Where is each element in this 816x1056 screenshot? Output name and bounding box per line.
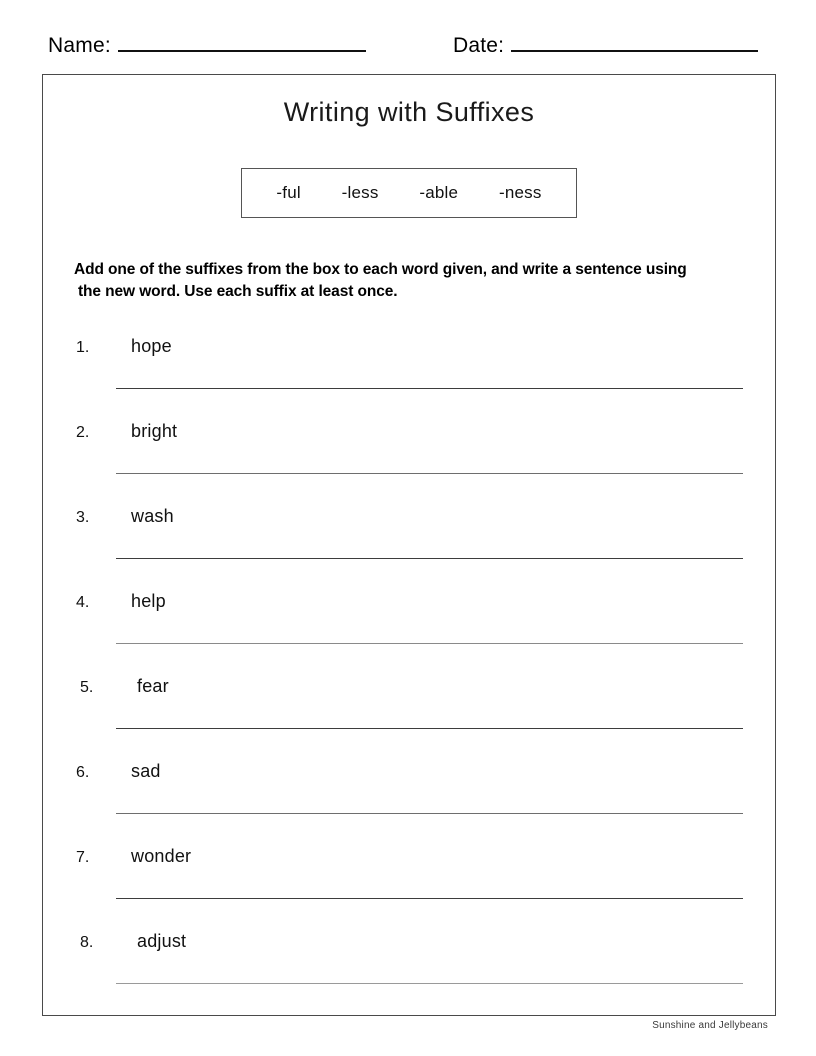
problem-item bbox=[43, 490, 775, 575]
name-label: Name: bbox=[48, 34, 111, 57]
answer-write-in-line[interactable] bbox=[116, 813, 743, 814]
problem-item bbox=[43, 660, 775, 745]
problem-number: 6. bbox=[76, 764, 90, 781]
problem-word: wonder bbox=[131, 846, 192, 866]
problem-number: 7. bbox=[76, 849, 90, 866]
problem-item bbox=[43, 915, 775, 1000]
page-title: Writing with Suffixes bbox=[283, 97, 535, 127]
problem-number: 5. bbox=[80, 679, 94, 696]
problem-list bbox=[43, 320, 775, 1000]
student-info-header bbox=[48, 34, 768, 66]
date-label: Date: bbox=[453, 34, 505, 57]
answer-write-in-line[interactable] bbox=[116, 898, 743, 899]
problem-word: fear bbox=[137, 676, 169, 696]
problem-number: 2. bbox=[76, 424, 90, 441]
problem-item bbox=[43, 405, 775, 490]
problem-word: wash bbox=[131, 506, 174, 526]
problem-item bbox=[43, 745, 775, 830]
answer-write-in-line[interactable] bbox=[116, 388, 743, 389]
problem-word: sad bbox=[131, 761, 161, 781]
answer-write-in-line[interactable] bbox=[116, 728, 743, 729]
problem-word: help bbox=[131, 591, 166, 611]
problem-item bbox=[43, 830, 775, 915]
problem-number: 3. bbox=[76, 509, 90, 526]
answer-write-in-line[interactable] bbox=[116, 643, 743, 644]
problem-word: bright bbox=[131, 421, 178, 441]
problem-word: hope bbox=[131, 336, 172, 356]
answer-write-in-line[interactable] bbox=[116, 983, 743, 984]
worksheet-frame bbox=[42, 74, 776, 1016]
answer-write-in-line[interactable] bbox=[116, 473, 743, 474]
problem-word: adjust bbox=[137, 931, 187, 951]
suffix-word-bank bbox=[241, 168, 577, 218]
instructions-line-1: Add one of the suffixes from the box to each word given, and write a sentence using bbox=[74, 261, 687, 278]
footer-credit: Sunshine and Jellybeans bbox=[652, 1020, 768, 1031]
suffix-option-ful: -ful bbox=[276, 183, 301, 202]
problem-item bbox=[43, 575, 775, 660]
instructions bbox=[74, 259, 746, 303]
suffix-option-able: -able bbox=[419, 183, 459, 202]
date-write-in-line[interactable] bbox=[511, 34, 758, 52]
problem-number: 4. bbox=[76, 594, 90, 611]
instructions-line-2: the new word. Use each suffix at least once. bbox=[78, 283, 398, 300]
problem-item bbox=[43, 320, 775, 405]
name-write-in-line[interactable] bbox=[118, 34, 366, 52]
problem-number: 1. bbox=[76, 339, 90, 356]
name-field[interactable] bbox=[48, 34, 366, 58]
answer-write-in-line[interactable] bbox=[116, 558, 743, 559]
problem-number: 8. bbox=[80, 934, 94, 951]
suffix-option-ness: -ness bbox=[498, 183, 542, 202]
date-field[interactable] bbox=[453, 34, 758, 58]
suffix-option-less: -less bbox=[341, 183, 379, 202]
